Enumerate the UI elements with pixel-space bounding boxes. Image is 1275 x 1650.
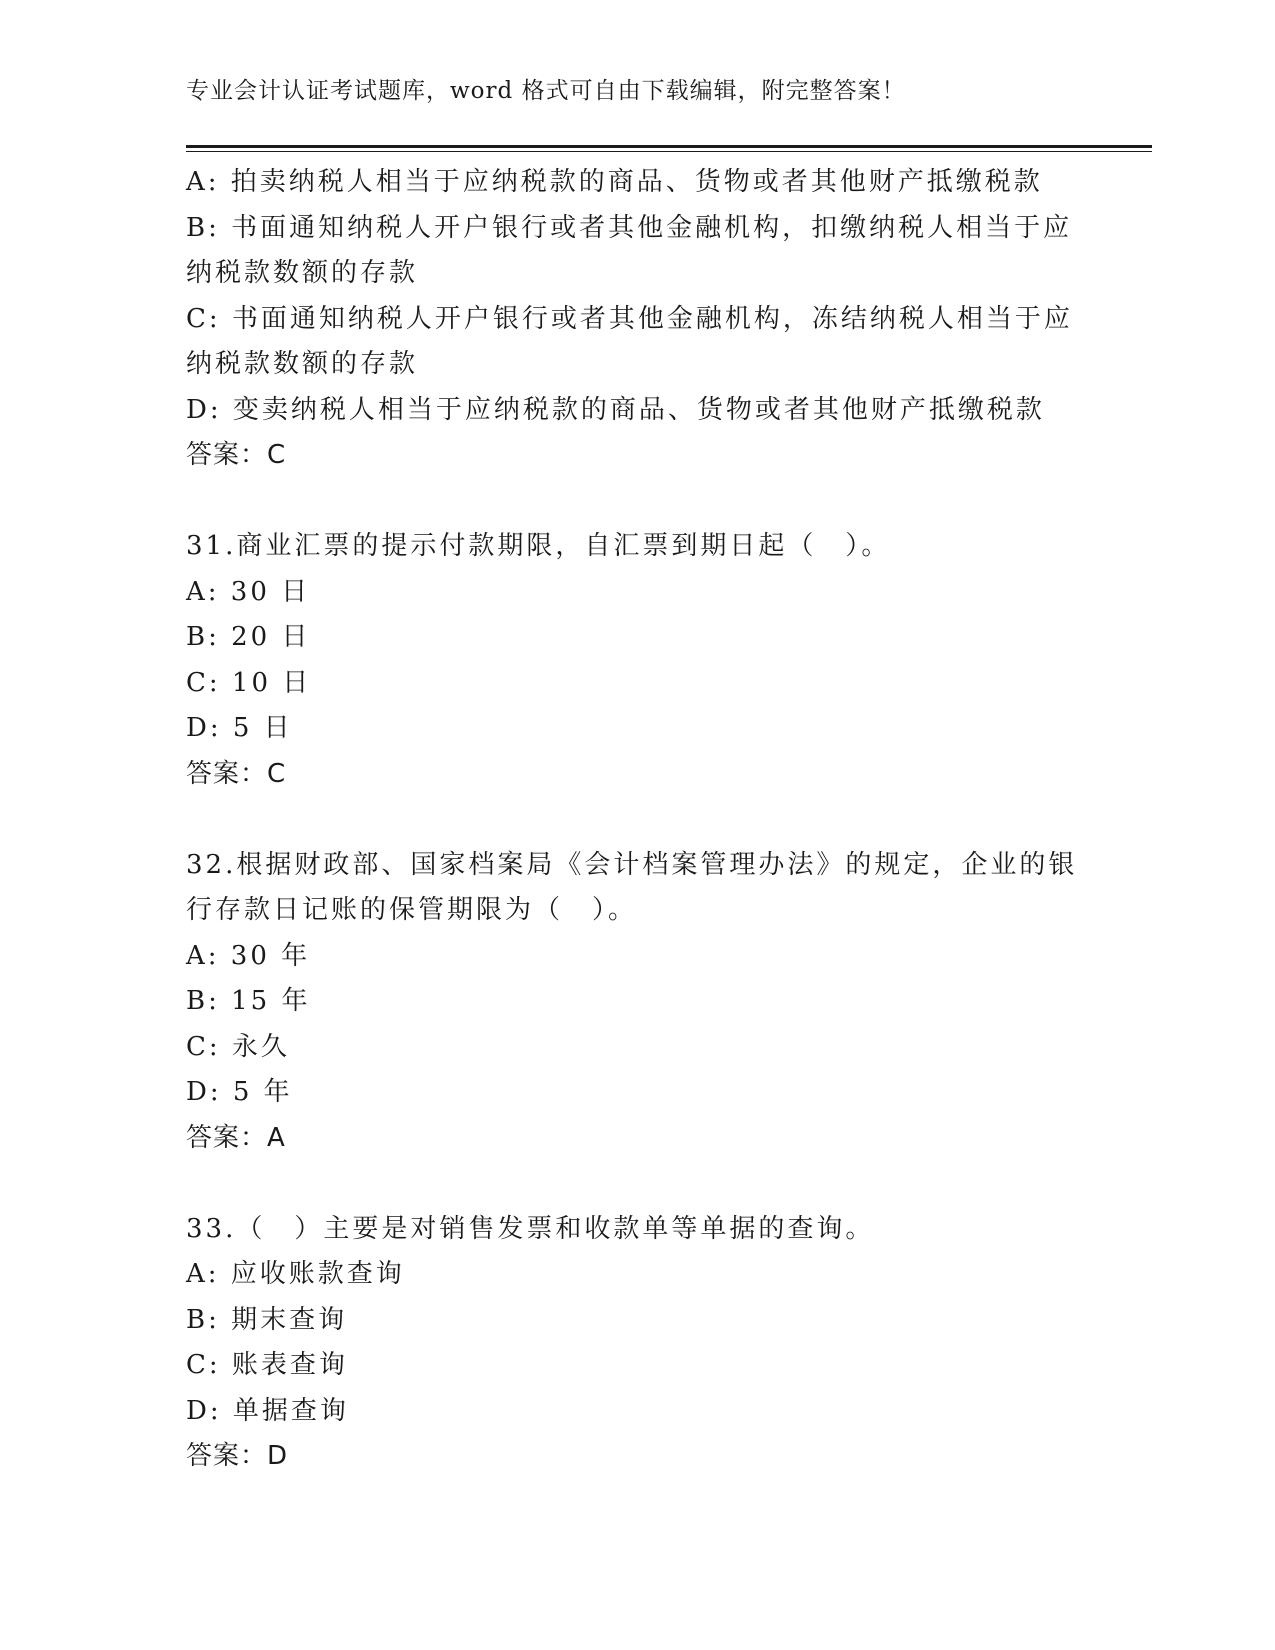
spacer — [186, 479, 1086, 525]
question-31 — [186, 524, 1086, 797]
page-header: 专业会计认证考试题库，word 格式可自由下载编辑，附完整答案！ — [186, 78, 906, 104]
question-30-continuation — [186, 160, 1086, 479]
spacer — [186, 1161, 1086, 1207]
question-content — [186, 160, 1086, 1480]
option-line: 纳税款数额的存款 — [186, 349, 419, 379]
answer-line: 答案：A — [186, 1122, 286, 1153]
answer-line: 答案：C — [186, 440, 287, 470]
option-a: A: 30 日 — [186, 576, 311, 607]
option-line: A: 拍卖纳税人相当于应纳税款的商品、货物或者其他财产抵缴税款 — [186, 167, 1043, 197]
question-stem: 行存款日记账的保管期限为（ ）。 — [186, 895, 638, 925]
option-d: D: 5 年 — [186, 1077, 293, 1107]
question-33 — [186, 1207, 1086, 1480]
header-rule-thick — [186, 145, 1152, 148]
question-stem: 32.根据财政部、国家档案局《会计档案管理办法》的规定，企业的银 — [186, 849, 1078, 880]
option-d: D: 5 日 — [186, 713, 293, 743]
option-d: D: 单据查询 — [186, 1395, 349, 1426]
option-line: 纳税款数额的存款 — [186, 258, 419, 288]
question-stem: 31.商业汇票的提示付款期限，自汇票到期日起（ ）。 — [186, 531, 891, 561]
option-line: B: 书面通知纳税人开户银行或者其他金融机构，扣缴纳税人相当于应 — [186, 212, 1073, 243]
option-line: D: 变卖纳税人相当于应纳税款的商品、货物或者其他财产抵缴税款 — [186, 394, 1045, 425]
question-stem: 33.（ ）主要是对销售发票和收款单等单据的查询。 — [186, 1213, 875, 1244]
spacer — [186, 797, 1086, 843]
option-b: B: 15 年 — [186, 986, 311, 1016]
question-32 — [186, 843, 1086, 1162]
option-c: C: 账表查询 — [186, 1350, 348, 1380]
answer-line: 答案：C — [186, 758, 287, 789]
option-b: B: 20 日 — [186, 622, 311, 652]
option-c: C: 永久 — [186, 1031, 290, 1062]
option-a: A: 应收账款查询 — [186, 1259, 405, 1289]
answer-line: 答案：D — [186, 1441, 289, 1471]
option-b: B: 期末查询 — [186, 1304, 348, 1335]
option-c: C: 10 日 — [186, 667, 312, 698]
option-a: A: 30 年 — [186, 940, 311, 971]
option-line: C: 书面通知纳税人开户银行或者其他金融机构，冻结纳税人相当于应 — [186, 303, 1073, 334]
header-rule-thin — [186, 151, 1152, 152]
